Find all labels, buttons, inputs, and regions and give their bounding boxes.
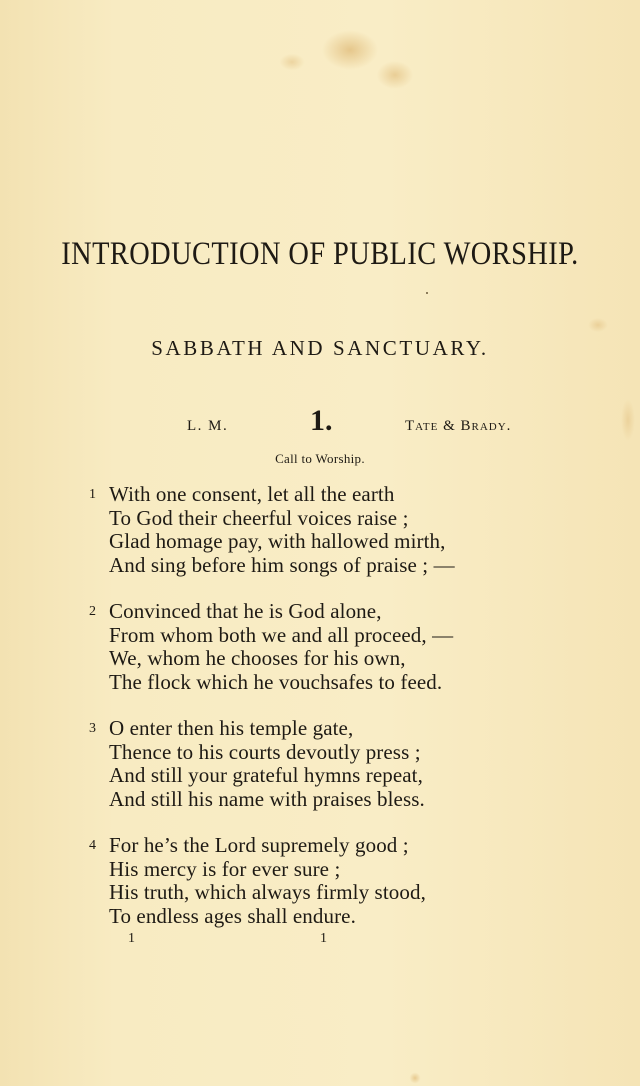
verse-line: O enter then his temple gate, [109, 716, 354, 740]
hymn-author: Tate & Brady. [405, 418, 512, 434]
verse-line: To God their cheerful voices raise ; [109, 505, 409, 530]
stanza-number: 3 [89, 721, 96, 736]
page-number: 1 [320, 931, 327, 946]
section-title: SABBATH AND SANCTUARY. [151, 336, 489, 360]
hymn-meter: L. M. [187, 418, 229, 434]
verse-line: With one consent, let all the earth [109, 482, 395, 506]
verse-line: Glad homage pay, with hallowed mirth, [109, 529, 446, 553]
hymn-header [0, 406, 640, 446]
hymn-number: 1. [310, 404, 333, 437]
stanza-number: 2 [89, 604, 96, 619]
ink-speck [426, 292, 428, 294]
verse-line: And still his name with praises bless. [109, 786, 425, 811]
verse-line: Convinced that he is God alone, [109, 599, 382, 623]
signature-mark: 1 [128, 931, 135, 946]
hymn-subtitle: Call to Worship. [275, 451, 365, 466]
page-title: INTRODUCTION OF PUBLIC WORSHIP. [61, 236, 579, 272]
verse-line: And sing before him songs of praise ; — [109, 552, 455, 577]
verse-line: His truth, which always firmly stood, [109, 880, 426, 904]
verse-line: And still your grateful hymns repeat, [109, 763, 423, 787]
verse-line: We, whom he chooses for his own, [109, 646, 406, 670]
verse-line: To endless ages shall endure. [109, 903, 356, 928]
verse-line: For he’s the Lord supremely good ; [109, 833, 409, 857]
verse-line: His mercy is for ever sure ; [109, 856, 341, 881]
verse-line: The flock which he vouchsafes to feed. [109, 669, 443, 694]
stanza-number: 4 [89, 838, 96, 853]
stanza-number: 1 [89, 487, 96, 502]
verse-line: From whom both we and all proceed, — [109, 622, 454, 647]
verse-line: Thence to his courts devoutly press ; [109, 739, 421, 764]
